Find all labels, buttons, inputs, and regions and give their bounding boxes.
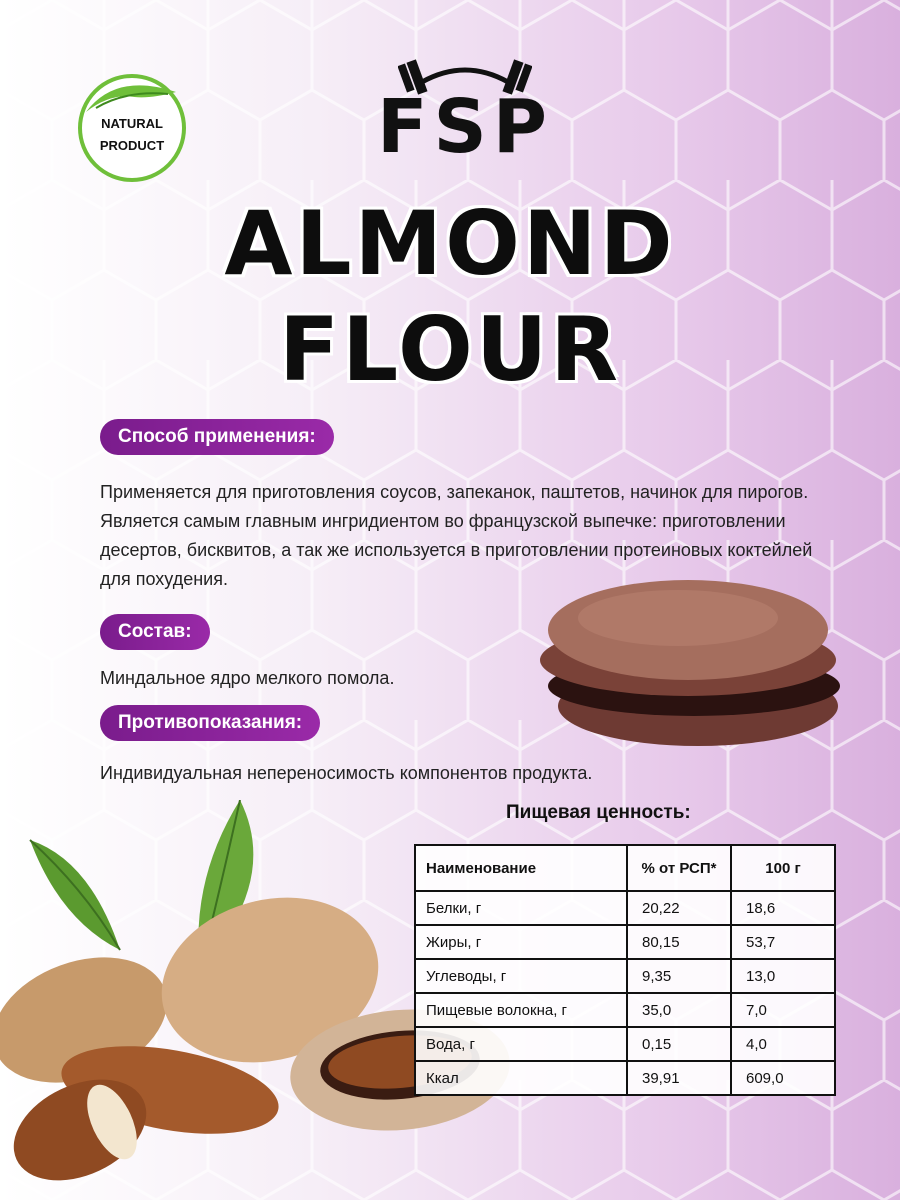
contraindications-heading: Противопоказания:	[100, 705, 320, 741]
row-100g: 53,7	[731, 925, 835, 959]
badge-line2: PRODUCT	[99, 138, 165, 153]
title-line2: FLOUR	[278, 298, 622, 401]
title-line1: ALMOND	[224, 192, 676, 295]
table-row	[415, 1061, 835, 1095]
usage-heading: Способ применения:	[100, 419, 334, 455]
table-row	[415, 891, 835, 925]
row-100g: 13,0	[731, 959, 835, 993]
header-rsp: % от РСП*	[627, 845, 731, 891]
row-rsp: 9,35	[627, 959, 731, 993]
row-rsp: 20,22	[627, 891, 731, 925]
table-row	[415, 993, 835, 1027]
usage-text: Применяется для приготовления соусов, запеканок, паштетов, начинок для пирогов. Является самым главным ингридиентом во французской выпечке: приготовлении десертов, бисквитов, а так же используется в приготовлении протеиновых коктейлей для похудения.	[100, 482, 813, 589]
nutrition-table	[414, 844, 836, 1096]
row-100g: 4,0	[731, 1027, 835, 1061]
row-name: Вода, г	[415, 1027, 627, 1061]
header-100g: 100 г	[731, 845, 835, 891]
header-name: Наименование	[415, 845, 627, 891]
row-rsp: 35,0	[627, 993, 731, 1027]
row-rsp: 0,15	[627, 1027, 731, 1061]
row-name: Жиры, г	[415, 925, 627, 959]
table-row	[415, 959, 835, 993]
table-row	[415, 1027, 835, 1061]
row-name: Белки, г	[415, 891, 627, 925]
brand-logo-text: FSP	[376, 84, 554, 170]
badge-line1: NATURAL	[101, 116, 163, 131]
table-row	[415, 925, 835, 959]
row-100g: 7,0	[731, 993, 835, 1027]
row-name: Углеводы, г	[415, 959, 627, 993]
table-header-row	[415, 845, 835, 891]
row-100g: 18,6	[731, 891, 835, 925]
nutrition-title: Пищевая ценность:	[506, 802, 691, 823]
composition-text: Миндальное ядро мелкого помола.	[100, 668, 395, 688]
contraindications-text: Индивидуальная непереносимость компонентов продукта.	[100, 763, 593, 783]
row-name: Ккал	[415, 1061, 627, 1095]
row-rsp: 80,15	[627, 925, 731, 959]
composition-heading: Состав:	[100, 614, 210, 650]
row-100g: 609,0	[731, 1061, 835, 1095]
row-rsp: 39,91	[627, 1061, 731, 1095]
row-name: Пищевые волокна, г	[415, 993, 627, 1027]
macaron-image	[538, 578, 850, 758]
badge-label	[76, 113, 188, 157]
